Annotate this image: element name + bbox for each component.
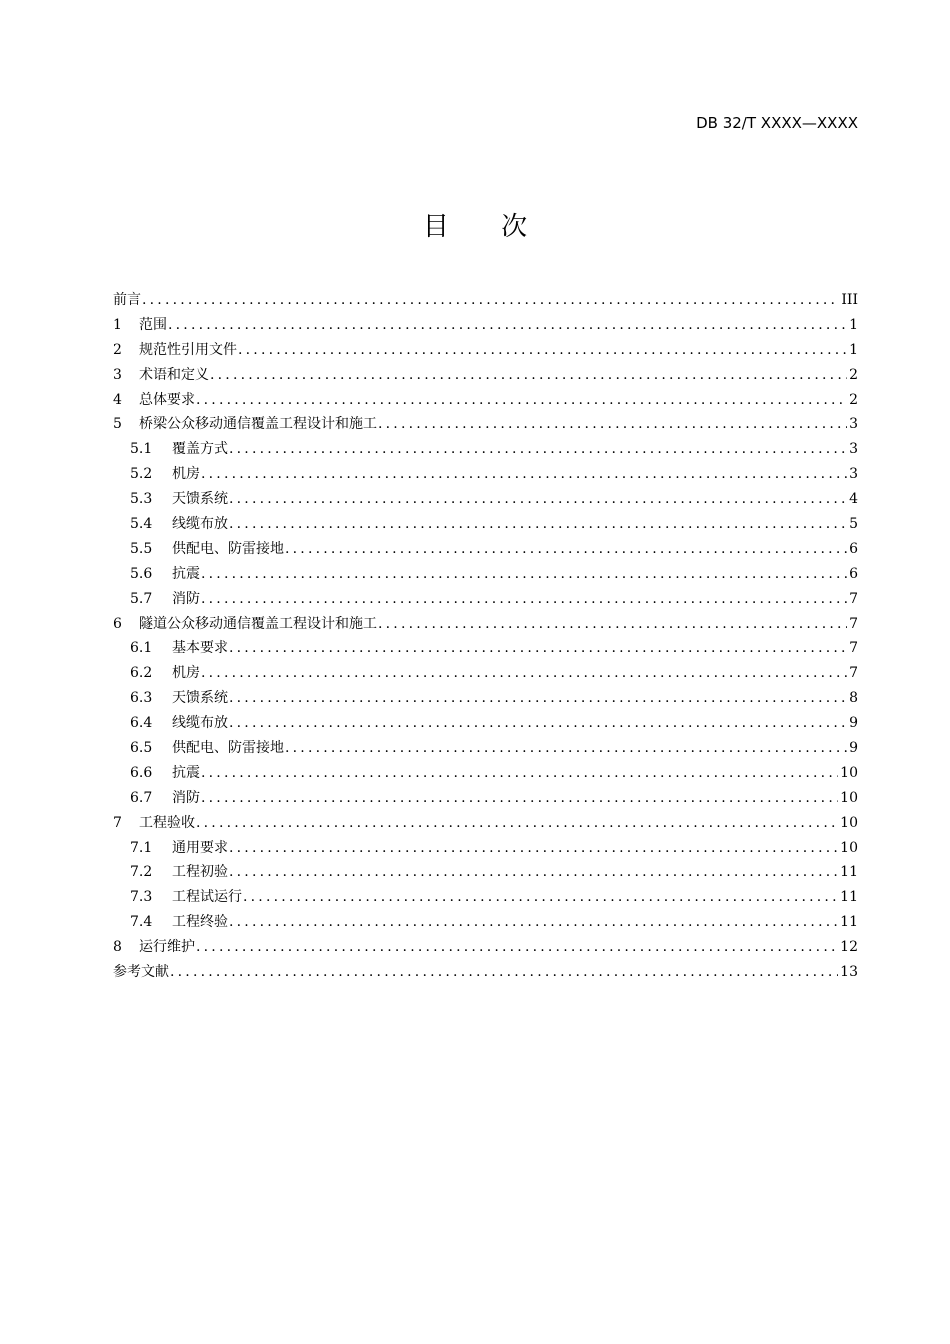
- toc-entry[interactable]: [113, 388, 858, 413]
- toc-entry[interactable]: [113, 786, 858, 811]
- toc-entry-page: 10: [840, 814, 858, 831]
- toc-entry-page: 11: [840, 914, 858, 931]
- toc-entry-number: 7.3: [130, 889, 153, 906]
- toc-entry[interactable]: [113, 885, 858, 910]
- toc-entry[interactable]: [113, 612, 858, 637]
- toc-entry[interactable]: [113, 686, 858, 711]
- toc-entry-title: 术语和定义: [139, 366, 209, 383]
- toc-entry-number: 7.1: [130, 839, 153, 856]
- toc-entry-title: 覆盖方式: [172, 441, 228, 458]
- toc-entry-title: 隧道公众移动通信覆盖工程设计和施工: [139, 615, 377, 632]
- dot-leader: [201, 661, 847, 686]
- dot-leader: [229, 910, 838, 935]
- toc-entry[interactable]: [113, 288, 858, 313]
- toc-entry[interactable]: [113, 860, 858, 885]
- toc-entry-title: 供配电、防雷接地: [172, 540, 284, 557]
- dot-leader: [285, 736, 847, 761]
- dot-leader: [201, 562, 847, 587]
- toc-entry-number: 7.2: [130, 864, 153, 881]
- dot-leader: [201, 587, 847, 612]
- toc-entry-title: 工程终验: [172, 914, 228, 931]
- dot-leader: [229, 512, 847, 537]
- dot-leader: [238, 338, 847, 363]
- toc-entry-page: 3: [849, 416, 858, 433]
- dot-leader: [201, 761, 838, 786]
- toc-entry-title: 供配电、防雷接地: [172, 740, 284, 757]
- toc-entry-page: 11: [840, 864, 858, 881]
- toc-entry-number: 5.7: [130, 590, 153, 607]
- toc-entry-number: 6.6: [130, 764, 153, 781]
- toc-entry-title: 总体要求: [139, 391, 195, 408]
- toc-entry[interactable]: [113, 960, 858, 985]
- toc-entry-title: 桥梁公众移动通信覆盖工程设计和施工: [139, 416, 377, 433]
- toc-entry[interactable]: [113, 836, 858, 861]
- toc-entry[interactable]: [113, 437, 858, 462]
- toc-entry-title: 机房: [172, 665, 200, 682]
- toc-entry[interactable]: [113, 910, 858, 935]
- toc-entry[interactable]: [113, 587, 858, 612]
- toc-entry-number: 2: [113, 341, 122, 358]
- toc-entry-title: 天馈系统: [172, 491, 228, 508]
- toc-entry-number: 4: [113, 391, 122, 408]
- toc-entry[interactable]: [113, 562, 858, 587]
- toc-entry[interactable]: [113, 363, 858, 388]
- toc-entry-page: 2: [849, 366, 858, 383]
- toc-entry-page: 2: [849, 391, 858, 408]
- dot-leader: [243, 885, 838, 910]
- toc-entry-page: 4: [849, 491, 858, 508]
- toc-entry-title: 基本要求: [172, 640, 228, 657]
- dot-leader: [229, 711, 847, 736]
- toc-entry-title: 工程初验: [172, 864, 228, 881]
- toc-entry-number: 8: [113, 939, 122, 956]
- toc-entry-number: 5.6: [130, 565, 153, 582]
- toc-entry-page: 11: [840, 889, 858, 906]
- toc-entry-title: 消防: [172, 789, 200, 806]
- toc-entry-number: 6.1: [130, 640, 153, 657]
- toc-entry[interactable]: [113, 313, 858, 338]
- toc-entry[interactable]: [113, 636, 858, 661]
- toc-entry-page: 7: [849, 640, 858, 657]
- toc-entry-number: 7.4: [130, 914, 153, 931]
- toc-entry-title: 线缆布放: [172, 516, 228, 533]
- dot-leader: [142, 288, 839, 313]
- toc-entry[interactable]: [113, 761, 858, 786]
- toc-entry[interactable]: [113, 736, 858, 761]
- toc-entry-title: 工程试运行: [172, 889, 242, 906]
- toc-entry[interactable]: [113, 338, 858, 363]
- toc-entry-number: 6.2: [130, 665, 153, 682]
- toc-entry-page: 3: [849, 466, 858, 483]
- toc-entry-page: III: [841, 292, 858, 308]
- toc-entry-page: 9: [849, 740, 858, 757]
- toc-entry-page: 1: [849, 341, 858, 358]
- dot-leader: [378, 412, 847, 437]
- toc-entry-number: 7: [113, 814, 122, 831]
- toc-entry-number: 3: [113, 366, 122, 383]
- toc-entry-number: 6: [113, 615, 122, 632]
- dot-leader: [196, 811, 838, 836]
- toc-entry-page: 13: [840, 964, 858, 981]
- toc-entry-title: 运行维护: [139, 939, 195, 956]
- dot-leader: [229, 487, 847, 512]
- dot-leader: [229, 437, 847, 462]
- toc-entry[interactable]: [113, 811, 858, 836]
- page-title: 目 次: [422, 212, 550, 242]
- toc-entry-number: 5.5: [130, 540, 153, 557]
- toc-entry-title: 参考文献: [113, 964, 169, 981]
- toc-entry-page: 7: [849, 590, 858, 607]
- toc-entry-page: 6: [849, 565, 858, 582]
- dot-leader: [196, 935, 838, 960]
- toc-entry-page: 3: [849, 441, 858, 458]
- toc-entry-page: 10: [840, 839, 858, 856]
- toc-entry-page: 6: [849, 540, 858, 557]
- toc-entry-page: 10: [840, 764, 858, 781]
- toc-entry-page: 7: [849, 665, 858, 682]
- toc-entry-number: 5: [113, 416, 122, 433]
- toc-entry-page: 12: [840, 939, 858, 956]
- toc-entry-number: 6.3: [130, 690, 153, 707]
- toc-entry-title: 范围: [139, 316, 167, 333]
- document-code: DB 32/T XXXX—XXXX: [696, 114, 858, 132]
- toc-entry-title: 消防: [172, 590, 200, 607]
- toc-entry-page: 9: [849, 715, 858, 732]
- table-of-contents: [113, 288, 858, 985]
- toc-entry[interactable]: [113, 412, 858, 437]
- toc-entry[interactable]: [113, 711, 858, 736]
- dot-leader: [201, 786, 838, 811]
- toc-entry[interactable]: [113, 462, 858, 487]
- toc-entry-title: 抗震: [172, 764, 200, 781]
- toc-entry-page: 10: [840, 789, 858, 806]
- toc-entry[interactable]: [113, 661, 858, 686]
- dot-leader: [229, 636, 847, 661]
- toc-entry-title: 前言: [113, 292, 141, 308]
- toc-entry-number: 6.7: [130, 789, 153, 806]
- toc-entry-page: 8: [849, 690, 858, 707]
- toc-entry-page: 1: [849, 316, 858, 333]
- toc-entry[interactable]: [113, 512, 858, 537]
- toc-entry[interactable]: [113, 487, 858, 512]
- dot-leader: [229, 836, 838, 861]
- dot-leader: [229, 860, 838, 885]
- dot-leader: [196, 388, 847, 413]
- toc-entry-number: 1: [113, 316, 122, 333]
- dot-leader: [378, 612, 847, 637]
- toc-entry-title: 天馈系统: [172, 690, 228, 707]
- toc-entry-title: 抗震: [172, 565, 200, 582]
- toc-entry-number: 6.4: [130, 715, 153, 732]
- toc-entry-number: 5.3: [130, 491, 153, 508]
- toc-entry-title: 工程验收: [139, 814, 195, 831]
- dot-leader: [210, 363, 847, 388]
- toc-entry-title: 机房: [172, 466, 200, 483]
- toc-entry-number: 6.5: [130, 740, 153, 757]
- toc-entry-number: 5.4: [130, 516, 153, 533]
- dot-leader: [229, 686, 847, 711]
- toc-entry-title: 线缆布放: [172, 715, 228, 732]
- toc-entry-page: 5: [849, 516, 858, 533]
- toc-entry-number: 5.2: [130, 466, 153, 483]
- toc-entry-title: 通用要求: [172, 839, 228, 856]
- dot-leader: [285, 537, 847, 562]
- toc-entry[interactable]: [113, 935, 858, 960]
- dot-leader: [201, 462, 847, 487]
- toc-entry-title: 规范性引用文件: [139, 341, 237, 358]
- dot-leader: [168, 313, 847, 338]
- toc-entry-number: 5.1: [130, 441, 153, 458]
- dot-leader: [170, 960, 838, 985]
- toc-entry[interactable]: [113, 537, 858, 562]
- toc-entry-page: 7: [849, 615, 858, 632]
